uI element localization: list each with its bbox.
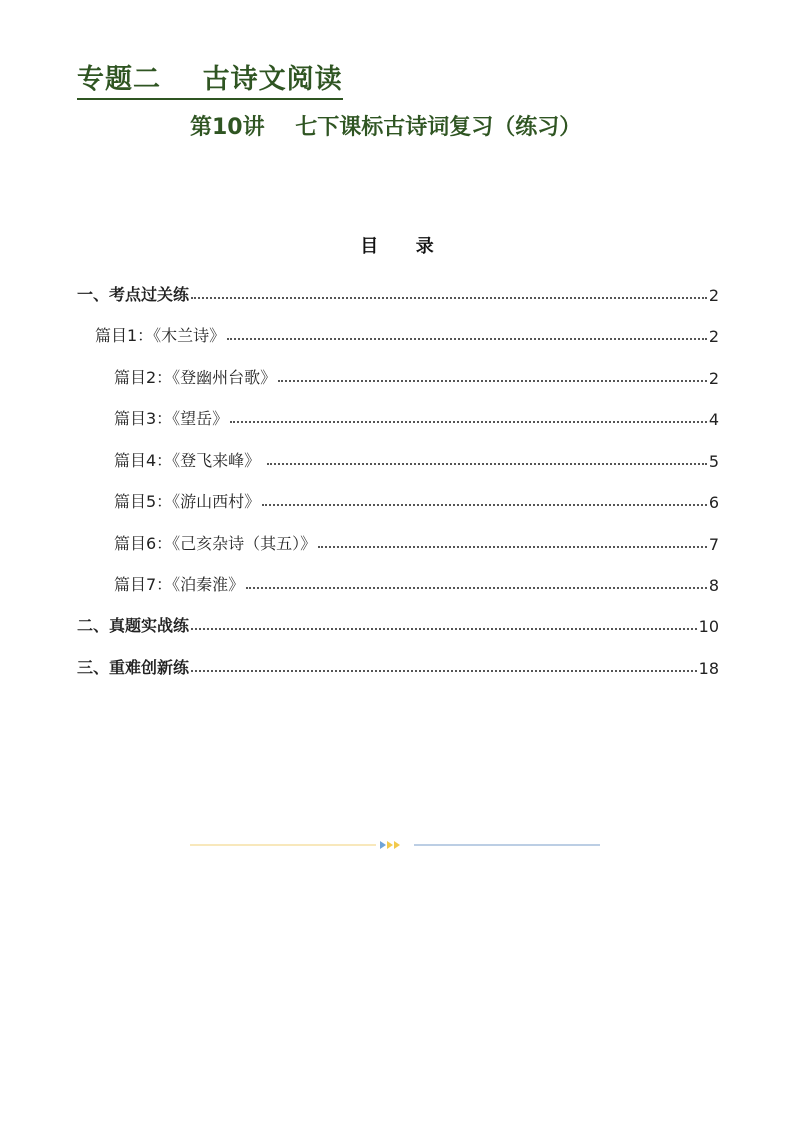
toc-entry-4[interactable] <box>114 401 719 429</box>
toc-entry-page: 10 <box>698 617 719 636</box>
toc-entry-page: 2 <box>708 286 719 305</box>
toc-entry-label: 篇目5：《游山西村》 <box>114 492 261 511</box>
arrow-icon <box>387 841 393 849</box>
toc-leader-dots <box>227 338 707 340</box>
toc-leader-dots <box>230 421 707 423</box>
toc-entry-8[interactable] <box>114 567 719 595</box>
toc-entry-page: 8 <box>708 576 719 595</box>
arrow-icon <box>380 841 386 849</box>
lesson-title: 第10讲 七下课标古诗词复习（练习） <box>190 115 582 140</box>
toc-entry-label: 篇目1：《木兰诗》 <box>95 326 226 345</box>
toc-entry-page: 6 <box>708 493 719 512</box>
toc-entry-2[interactable] <box>95 318 719 346</box>
toc-entry-label: 篇目7：《泊秦淮》 <box>114 575 245 594</box>
toc-entry-page: 7 <box>708 535 719 554</box>
toc-entry-page: 5 <box>708 452 719 471</box>
toc-leader-dots <box>191 297 707 299</box>
toc-entry-label: 篇目4：《登飞来峰》 <box>114 451 266 470</box>
toc-entry-6[interactable] <box>114 484 719 512</box>
toc-entry-page: 2 <box>708 369 719 388</box>
toc-leader-dots <box>191 670 697 672</box>
toc-entry-page: 4 <box>708 410 719 429</box>
toc-leader-dots <box>262 504 707 506</box>
toc-leader-dots <box>246 587 707 589</box>
toc-entry-3[interactable] <box>114 360 719 388</box>
toc-entry-9[interactable] <box>77 608 719 636</box>
toc-heading: 目 录 <box>360 236 434 257</box>
toc-entry-page: 18 <box>698 659 719 678</box>
toc-leader-dots <box>267 463 707 465</box>
toc-entry-label: 一、考点过关练 <box>77 285 190 304</box>
toc-entry-label: 篇目2：《登幽州台歌》 <box>114 368 277 387</box>
toc-entry-1[interactable] <box>77 277 719 305</box>
decorative-divider <box>190 838 600 852</box>
toc-leader-dots <box>191 628 697 630</box>
arrow-icon <box>394 841 400 849</box>
toc-entry-label: 篇目6：《己亥杂诗（其五）》 <box>114 534 317 553</box>
toc-entry-label: 篇目3：《望岳》 <box>114 409 229 428</box>
toc-entry-label: 三、重难创新练 <box>77 658 190 677</box>
toc-entry-5[interactable] <box>114 443 719 471</box>
toc-leader-dots <box>278 380 707 382</box>
toc-leader-dots <box>318 546 707 548</box>
topic-title: 专题二 古诗文阅读 <box>77 62 343 100</box>
toc-entry-10[interactable] <box>77 650 719 678</box>
toc-entry-page: 2 <box>708 327 719 346</box>
toc-entry-7[interactable] <box>114 526 719 554</box>
toc-entry-label: 二、真题实战练 <box>77 616 190 635</box>
